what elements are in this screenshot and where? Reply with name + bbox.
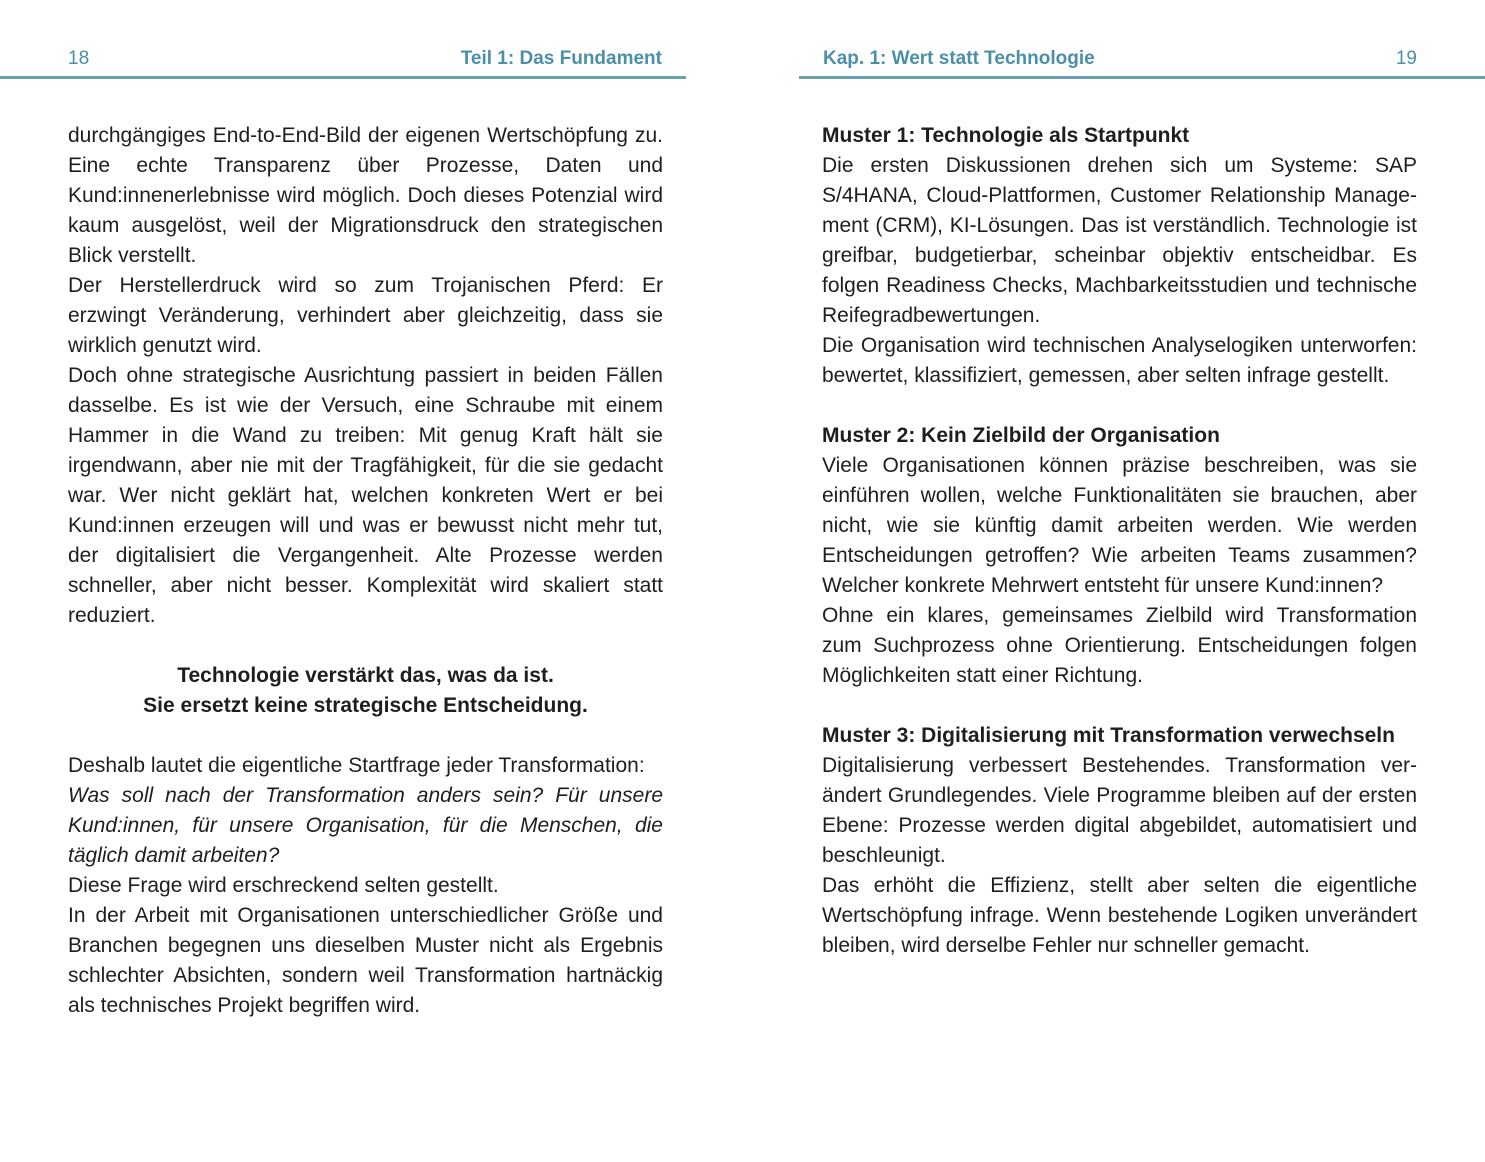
paragraph: Doch ohne strategische Ausrichtung passiert in beiden Fällen dasselbe. Es ist wie der Versuch, eine Schraube mit einem Hammer in die Wand zu treiben: Mit genug Kraft hält sie irgendwann, aber nie mit der Tragfähigkeit, für die sie gedacht war. Wer nicht geklärt hat, welchen konkreten Wert er bei Kund:innen erzeugen will und was er bewusst nicht mehr tut, der digitalisiert die Vergangenheit. Alte Prozesse werden schneller, aber nicht besser. Komplexität wird skaliert statt reduziert. xyxy=(68,364,663,627)
right-page-body xyxy=(822,121,1417,961)
paragraph: Digitalisierung verbessert Bestehendes. Transformation verändert Grundlegendes. Viele Programme bleiben auf der ersten Ebene: Prozesse werden digital abgebildet, automatisiert und beschleunigt. xyxy=(822,754,1417,867)
paragraph: Die Organisation wird technischen Analyselogiken unterworfen: bewertet, klassifiziert, gemessen, aber selten infrage gestellt. xyxy=(822,334,1417,387)
spacer xyxy=(68,631,663,661)
header-rule xyxy=(799,76,1485,79)
section-heading: Muster 1: Technologie als Startpunkt xyxy=(822,124,1190,147)
italic-question: Was soll nach der Transformation anders sein? Für unsere Kund:innen, für unsere Organisation, für die Menschen, die täglich damit arbeiten? xyxy=(68,784,663,867)
pull-quote-line: Technologie verstärkt das, was da ist. xyxy=(177,664,554,687)
paragraph: Die ersten Diskussionen drehen sich um Systeme: SAP S/4HANA, Cloud-Plattformen, Customer Relationship Management (CRM), KI-Lösungen. Das ist verständlich. Technologie ist greifbar, budgetierbar, scheinbar objektiv entscheidbar. Es folgen Readiness Checks, Machbarkeitsstudien und technische Reifegradbewertungen. xyxy=(822,154,1417,327)
section-heading: Muster 2: Kein Zielbild der Organisation xyxy=(822,424,1220,447)
page-number: 19 xyxy=(1395,48,1417,69)
paragraph: Der Herstellerdruck wird so zum Trojanischen Pferd: Er erzwingt Veränderung, verhindert aber gleichzeitig, dass sie wirklich genutzt wird. xyxy=(68,274,663,357)
header-rule xyxy=(0,76,686,79)
page-number: 18 xyxy=(68,48,90,69)
spacer xyxy=(822,391,1417,421)
paragraph: Viele Organisationen können präzise beschreiben, was sie einführen wollen, welche Funktionalitäten sie brauchen, aber nicht, wie sie künftig damit arbeiten werden. Wie werden Entscheidungen getroffen? Wie arbeiten Teams zusammen? Welcher konkrete Mehrwert entsteht für unsere Kund:innen? xyxy=(822,454,1417,597)
section-heading: Muster 3: Digitalisierung mit Transformation verwechseln xyxy=(822,724,1395,747)
paragraph: Ohne ein klares, gemeinsames Zielbild wird Transformation zum Suchprozess ohne Orientierung. Entscheidungen folgen Möglichkeiten statt einer Richtung. xyxy=(822,604,1417,687)
paragraph: durchgängiges End-to-End-Bild der eigenen Wertschöpfung zu. Eine echte Transparenz über Prozesse, Daten und Kund:innenerlebnisse wird möglich. Doch dieses Potenzial wird kaum ausgelöst, weil der Migrationsdruck den strategischen Blick verstellt. xyxy=(68,124,663,267)
spacer xyxy=(68,721,663,751)
running-title: Kap. 1: Wert statt Technologie xyxy=(823,48,1095,69)
left-page-header xyxy=(0,48,686,76)
paragraph: Das erhöht die Effizienz, stellt aber selten die eigentliche Wertschöpfung infrage. Wenn bestehende Logiken unverändert bleiben, wird derselbe Fehler nur schneller gemacht. xyxy=(822,874,1417,957)
pull-quote-line: Sie ersetzt keine strategische Entscheidung. xyxy=(143,694,588,717)
spacer xyxy=(822,691,1417,721)
paragraph: In der Arbeit mit Organisationen unterschiedlicher Größe und Branchen begegnen uns dieselben Muster nicht als Ergebnis schlechter Absichten, sondern weil Transformation hartnäckig als technisches Projekt begriffen wird. xyxy=(68,904,663,1017)
left-page xyxy=(0,0,742,1162)
running-title: Teil 1: Das Fundament xyxy=(460,48,662,69)
right-page xyxy=(742,0,1485,1162)
left-page-body xyxy=(68,121,663,1021)
right-page-header xyxy=(799,48,1485,76)
paragraph: Deshalb lautet die eigentliche Startfrage jeder Transformation: xyxy=(68,754,645,777)
paragraph: Diese Frage wird erschreckend selten gestellt. xyxy=(68,874,499,897)
